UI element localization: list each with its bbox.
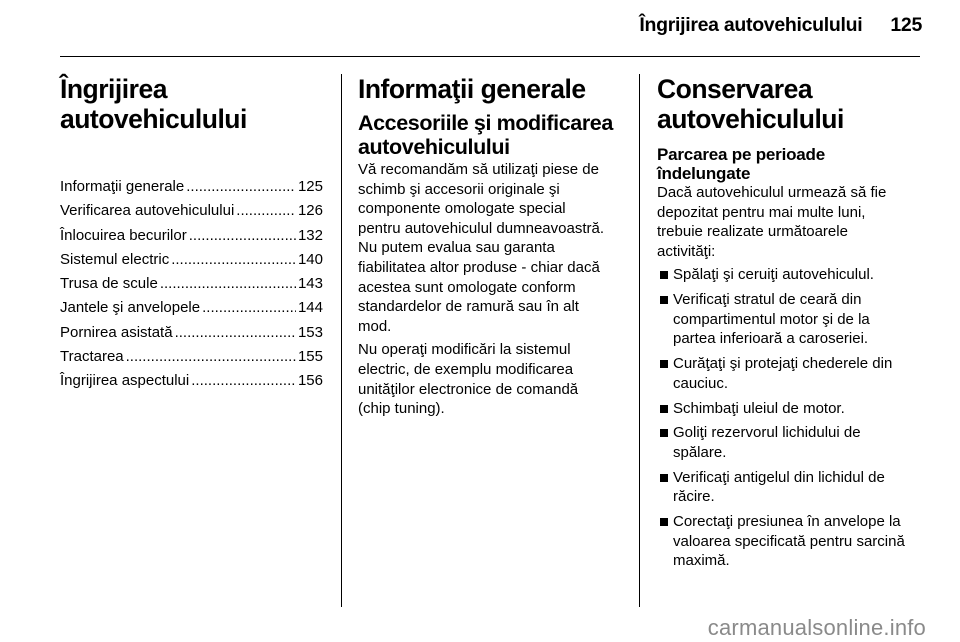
toc-leader-dots <box>236 199 296 223</box>
toc-leader-dots <box>191 369 296 393</box>
toc-entry-page: 144 <box>297 299 323 317</box>
general-info-column <box>358 74 628 419</box>
toc-entry-label: Trusa de scule <box>60 275 158 293</box>
checklist-item <box>657 423 925 462</box>
checklist-item-text: Corectaţi presiunea în anvelope la <box>673 513 901 531</box>
checklist-item <box>657 265 925 285</box>
toc-entry-page: 132 <box>297 226 323 244</box>
bullet-square-icon <box>660 360 668 368</box>
checklist-item <box>657 354 925 393</box>
bullet-square-icon <box>660 429 668 437</box>
checklist-item-text: Spălaţi şi ceruiţi autovehiculul. <box>673 266 874 284</box>
checklist-item <box>657 468 925 507</box>
accessories-paragraph <box>358 160 628 336</box>
toc-leader-dots <box>189 224 296 248</box>
text-line: unităţilor electronice de comandă <box>358 380 579 398</box>
checklist-item-text: Goliţi rezervorul lichidului de <box>673 424 861 442</box>
toc-entry[interactable] <box>60 345 323 369</box>
text-line: Vă recomandăm să utilizaţi piese de <box>358 161 599 178</box>
toc-entry-label: Pornirea asistată <box>60 323 173 341</box>
text-line: Dacă autovehiculul urmează să fie <box>657 184 887 201</box>
text-line: fiabilitatea altor produse - chiar dacă <box>358 258 600 276</box>
subsection-title-long-parking: Parcarea pe perioade îndelungate <box>657 145 825 183</box>
checklist-item-text: compartimentul motor şi de la <box>673 310 870 328</box>
storage-intro-paragraph <box>657 183 925 261</box>
text-line: electric, de exemplu modificarea <box>358 360 574 378</box>
checklist-item-text: cauciuc. <box>673 374 729 392</box>
bullet-square-icon <box>660 405 668 413</box>
table-of-contents <box>60 175 323 394</box>
checklist-item-text: Curăţaţi şi protejaţi chederele din <box>673 355 893 373</box>
toc-entry[interactable] <box>60 224 323 248</box>
column-divider-right <box>639 74 640 607</box>
text-line: depozitat pentru mai multe luni, <box>657 203 866 221</box>
checklist-item-text: spălare. <box>673 443 727 461</box>
toc-entry[interactable] <box>60 369 323 393</box>
storage-checklist <box>657 265 925 570</box>
checklist-item <box>657 512 925 571</box>
chapter-title: Îngrijirea autovehiculului <box>60 74 247 134</box>
bullet-square-icon <box>660 474 668 482</box>
text-line: Nu putem evalua sau garanta <box>358 239 555 257</box>
header-divider <box>60 56 920 57</box>
watermark: carmanualsonline.info <box>707 615 926 640</box>
toc-entry-label: Jantele şi anvelopele <box>60 299 201 317</box>
toc-leader-dots <box>175 321 296 345</box>
toc-leader-dots <box>202 296 296 320</box>
checklist-item-text: răcire. <box>673 488 715 506</box>
checklist-item-text: Schimbaţi uleiul de motor. <box>673 399 845 417</box>
page-header <box>639 14 922 37</box>
toc-entry[interactable] <box>60 175 323 199</box>
text-line: trebuie realizate următoarele <box>657 223 848 241</box>
toc-entry[interactable] <box>60 199 323 223</box>
page-number: 125 <box>890 14 922 36</box>
checklist-item-text: Verificaţi stratul de ceară din <box>673 291 862 309</box>
electrical-modification-paragraph <box>358 340 628 418</box>
checklist-item-text: valoarea specificată pentru sarcină <box>673 532 905 550</box>
toc-entry-label: Îngrijirea aspectului <box>60 372 190 390</box>
text-line: acestea sunt omologate conform <box>358 278 576 296</box>
toc-leader-dots <box>186 175 296 199</box>
text-line: componente omologate special <box>358 200 566 218</box>
toc-entry-page: 153 <box>297 323 323 341</box>
checklist-item <box>657 290 925 349</box>
toc-leader-dots <box>126 345 296 369</box>
text-line: activităţi: <box>657 242 716 260</box>
checklist-item <box>657 399 925 419</box>
toc-entry-label: Informaţii generale <box>60 178 185 195</box>
checklist-item-text: Verificaţi antigelul din lichidul de <box>673 468 885 486</box>
toc-entry-page: 143 <box>297 275 323 293</box>
chapter-column <box>60 74 323 394</box>
bullet-square-icon <box>660 271 668 279</box>
text-line: schimb şi accesorii originale şi <box>358 180 560 198</box>
column-divider-left <box>341 74 342 607</box>
vehicle-storage-column <box>657 74 925 576</box>
text-line: standardelor de ramură sau în alt <box>358 298 579 316</box>
section-title-general-info: Informaţii generale <box>358 74 586 104</box>
checklist-item-text: maximă. <box>673 552 730 570</box>
toc-leader-dots <box>171 248 296 272</box>
toc-entry-page: 156 <box>297 372 323 390</box>
toc-entry-page: 125 <box>297 178 323 195</box>
toc-entry-page: 155 <box>297 348 323 366</box>
toc-entry-page: 140 <box>297 250 323 268</box>
checklist-item-text: partea inferioară a caroseriei. <box>673 330 869 348</box>
text-line: pentru autovehiculul dumneavoastră. <box>358 219 604 237</box>
section-title-storage: Conservarea autovehiculului <box>657 74 844 134</box>
bullet-square-icon <box>660 518 668 526</box>
subsection-title-accessories: Accesoriile şi modificarea autovehiculului <box>358 111 613 159</box>
toc-entry-label: Tractarea <box>60 348 124 366</box>
text-line: Nu operaţi modificări la sistemul <box>358 341 571 359</box>
toc-entry-label: Sistemul electric <box>60 250 170 268</box>
bullet-square-icon <box>660 296 668 304</box>
toc-leader-dots <box>160 272 296 296</box>
text-line: mod. <box>358 317 392 335</box>
toc-entry-label: Înlocuirea becurilor <box>60 226 187 244</box>
text-line: (chip tuning). <box>358 400 445 418</box>
toc-entry[interactable] <box>60 248 323 272</box>
toc-entry[interactable] <box>60 272 323 296</box>
header-title: Îngrijirea autovehiculului <box>639 14 863 36</box>
toc-entry-label: Verificarea autovehiculului <box>60 202 235 220</box>
toc-entry-page: 126 <box>297 202 323 220</box>
toc-entry[interactable] <box>60 321 323 345</box>
toc-entry[interactable] <box>60 296 323 320</box>
